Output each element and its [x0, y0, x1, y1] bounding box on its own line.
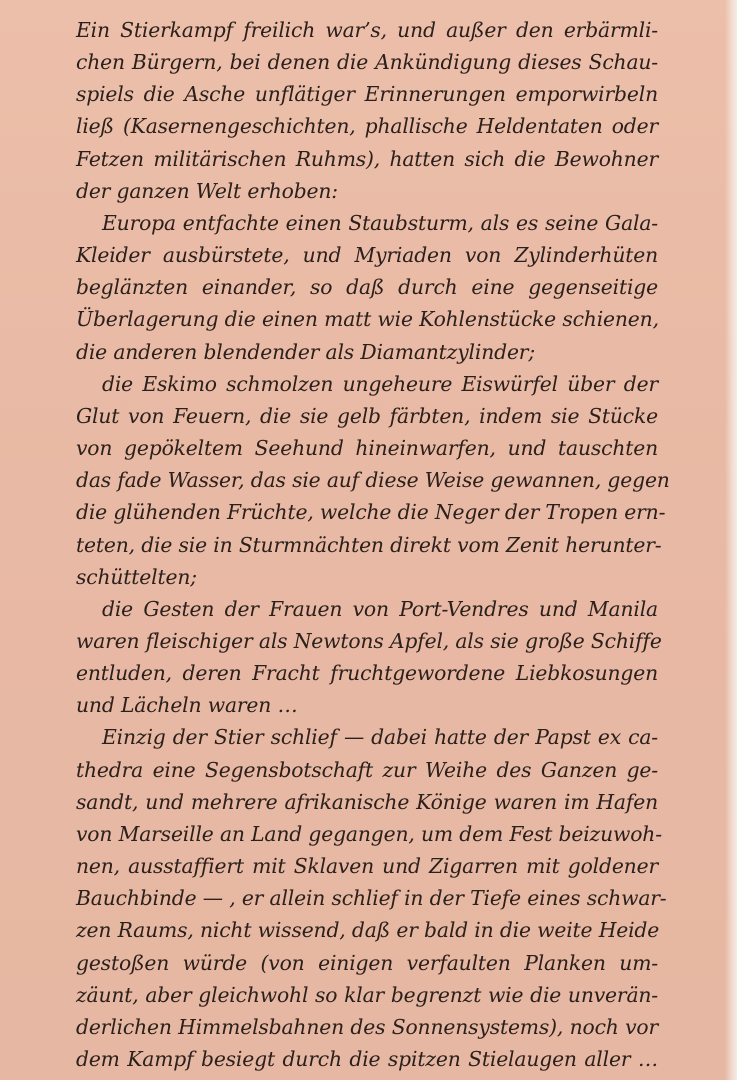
- text-line: thedra eine Segensbotschaft zur Weihe des Ganzen ge-: [76, 757, 658, 782]
- text-line: die glühenden Früchte, welche die Neger der Tropen ern-: [76, 500, 666, 525]
- text-line: Glut von Feuern, die sie gelb färbten, indem sie Stücke: [76, 403, 658, 428]
- text-line: Europa entfachte einen Staubsturm, als es seine Gala-: [102, 210, 658, 235]
- text-line: ließ (Kasernengeschichten, phallische Heldentaten oder: [76, 114, 658, 139]
- text-line: derlichen Himmelsbahnen des Sonnensystems), noch vor: [76, 1014, 658, 1039]
- paragraph: [76, 593, 662, 722]
- text-line: zäunt, aber gleichwohl so klar begrenzt wie die unverän-: [76, 982, 658, 1007]
- text-line: Bauchbinde — , er allein schlief in der Tiefe eines schwar-: [76, 886, 667, 911]
- text-line: die Gesten der Frauen von Port-Vendres und Manila: [102, 596, 658, 621]
- body-text: [76, 14, 670, 1075]
- text-line: Überlagerung die einen matt wie Kohlenstücke schienen,: [76, 307, 659, 332]
- paragraph: [76, 207, 658, 368]
- text-line: nen, ausstaffiert mit Sklaven und Zigarren mit goldener: [76, 854, 658, 879]
- paragraph: [76, 368, 670, 593]
- text-line: chen Bürgern, bei denen die Ankündigung dieses Schau-: [76, 50, 658, 75]
- text-line: von gepökeltem Seehund hineinwarfen, und tauschten: [76, 436, 658, 461]
- text-line: teten, die sie in Sturmnächten direkt vom Zenit herunter-: [76, 532, 662, 557]
- text-line: und Lächeln waren …: [76, 693, 298, 718]
- text-line: Einzig der Stier schlief — dabei hatte der Papst ex ca-: [102, 725, 658, 750]
- text-line: spiels die Asche unflätiger Erinnerungen emporwirbeln: [76, 82, 658, 107]
- text-line: schüttelten;: [76, 564, 197, 589]
- text-line: Fetzen militärischen Ruhms), hatten sich die Bewohner: [76, 146, 658, 171]
- text-line: waren fleischiger als Newtons Apfel, als sie große Schiffe: [76, 628, 662, 653]
- text-line: sandt, und mehrere afrikanische Könige waren im Hafen: [76, 789, 658, 814]
- text-line: das fade Wasser, das sie auf diese Weise gewannen, gegen: [76, 468, 670, 493]
- text-line: beglänzten einander, so daß durch eine gegenseitige: [76, 275, 658, 300]
- paragraph: [76, 14, 658, 207]
- text-line: Ein Stierkampf freilich war’s, und außer den erbärmli-: [76, 18, 658, 42]
- text-line: der ganzen Welt erhoben:: [76, 178, 338, 203]
- text-line: die Eskimo schmolzen ungeheure Eiswürfel über der: [102, 371, 658, 396]
- text-line: von Marseille an Land gegangen, um dem Fest beizuwoh-: [76, 821, 662, 846]
- text-line: zen Raums, nicht wissend, daß er bald in die weite Heide: [76, 918, 660, 943]
- page-edge: [725, 0, 737, 1080]
- text-line: entluden, deren Fracht fruchtgewordene Liebkosungen: [76, 661, 658, 686]
- text-line: dem Kampf besiegt durch die spitzen Stielaugen aller …: [76, 1047, 658, 1071]
- text-line: Kleider ausbürstete, und Myriaden von Zylinderhüten: [76, 243, 658, 268]
- text-line: gestoßen würde (von einigen verfaulten Planken um-: [76, 950, 658, 975]
- text-line: die anderen blendender als Diamantzylinder;: [76, 339, 536, 364]
- paragraph: [76, 721, 667, 1075]
